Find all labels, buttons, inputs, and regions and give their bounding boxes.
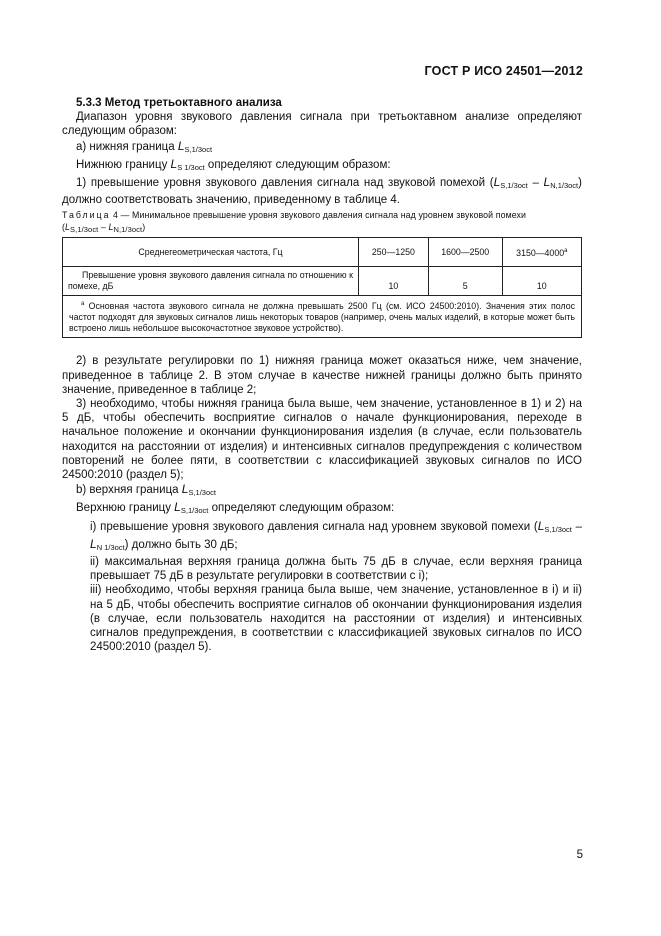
table-header-label: Среднегеометрическая частота, Гц (63, 238, 359, 267)
item-b-definition: Верхнюю границу $L_{S,1/3oct}$ определяют следующим образом: (76, 500, 395, 516)
table-4-caption: Таблица 4 — Минимальное превышение уровня звукового давления сигнала над уровнем звуковой помехи (LS,1/3oct – LN,1/3oct) (62, 210, 527, 234)
item-b-point-i: i) превышение уровня звукового давления сигнала над уровнем звуковой помехи $(L_{S,1/3oct} - L_{N 1/3oct})$ должно быть 30 дБ; (90, 518, 583, 552)
table-header-col-2: 1600—2500 (428, 238, 502, 267)
table-cell: 10 (359, 267, 429, 296)
item-a-label: a) нижняя граница $L_{S,1/3oct}$ (76, 138, 213, 154)
item-b-label: b) верхняя граница $L_{S,1/3oct}$ (76, 482, 216, 498)
table-header-col-1: 250—1250 (359, 238, 429, 267)
table-4 (62, 237, 582, 338)
document-header: ГОСТ Р ИСО 24501—2012 (424, 64, 583, 78)
item-a-definition: Нижнюю границу $L_{S 1/3oct}$ определяют следующим образом: (76, 156, 391, 172)
table-header-col-3: 3150—4000$^a$ (502, 238, 581, 267)
section-heading: 5.3.3 Метод третьоктавного анализа (76, 97, 282, 109)
table-cell: 10 (502, 267, 581, 296)
table-row-label: Превышение уровня звукового давления сигнала по отношению к помехе, дБ (63, 267, 359, 296)
item-b-point-ii: ii) максимальная верхняя граница должна быть 75 дБ в случае, если верхняя граница превышает 75 дБ в результате регулировки в соответствии с i); (90, 555, 582, 583)
item-a-point-1: 1) превышение уровня звукового давления сигнала над звуковой помехой $(L_{S,1/3oct} - L_{N,1/3oct})$ должно соответствовать значению, приведенному в таблице 4. (62, 175, 582, 207)
table-footnote: $^a$ Основная частота звукового сигнала не должна превышать 2500 Гц (см. ИСО 24500:2010). Значения этих полос частот подходят для звуковых сигналов лишь некоторых товаров (например, очень малых изделий, в которые может быть встроено лишь небольшое высокочастотное звуковое устройство). (63, 296, 582, 338)
paragraph-3: 3) необходимо, чтобы нижняя граница была выше, чем значение, установленное в 1) и 2) на 5 дБ, чтобы обеспечить восприятие сигналов о начале функционирования, переходе в начальное положение и окончании функционирования изделия (в случае, если пользователь находится на расстоянии от изделия) и интенсивных сигналов предупреждения с количеством повторений не более пяти, в соответствии с классификацией звуковых сигналов по ИСО 24500:2010 (раздел 5); (62, 397, 582, 481)
document-body (62, 96, 582, 654)
intro-paragraph: Диапазон уровня звукового давления сигнала при третьоктавном анализе определяют следующим образом: (62, 111, 582, 138)
item-b-point-iii: iii) необходимо, чтобы верхняя граница была выше, чем значение, установленное в i) и ii) на 5 дБ, чтобы обеспечить восприятие сигналов об окончании функционирования изделия (в случае, если пользователь находится на расстоянии от изделия) и интенсивных сигналов предупреждения, в соответствии с классификацией звуковых сигналов по ИСО 24500:2010 (раздел 5). (90, 584, 582, 654)
page-number: 5 (576, 849, 583, 861)
table-row (63, 267, 582, 296)
table-footnote-row (63, 296, 582, 338)
paragraph-2: 2) в результате регулировки по 1) нижняя граница может оказаться ниже, чем значение, приведенное в таблице 2. В этом случае в качестве нижней границы должно быть принято значение, приведенное в таблице 2; (62, 355, 582, 396)
table-header-row (63, 238, 582, 267)
table-cell: 5 (428, 267, 502, 296)
